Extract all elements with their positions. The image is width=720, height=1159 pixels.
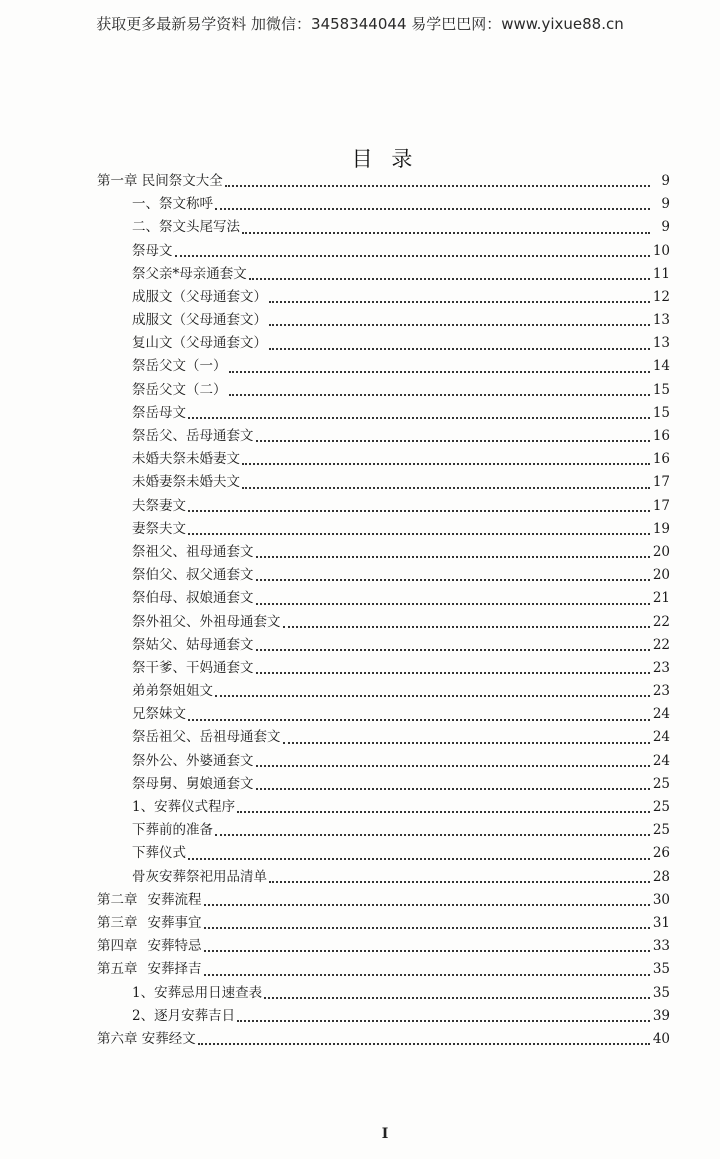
toc-entry-page: 15 [652,404,670,421]
toc-entry-label: 祭母舅、舅娘通套文 [132,775,254,792]
toc-entry-page: 22 [652,613,670,630]
toc-entry [97,866,670,889]
toc-entry-label: 祭姑父、姑母通套文 [132,636,254,653]
toc-entry-label: 下葬仪式 [132,845,186,862]
toc-leader-dots [237,1020,650,1022]
toc-entry-label: 骨灰安葬祭祀用品清单 [132,868,267,885]
toc-entry [97,356,670,379]
toc-leader-dots [269,881,650,883]
toc-leader-dots [256,672,651,674]
toc-entry-page: 24 [652,729,670,746]
toc-entry [97,982,670,1005]
toc-entry [97,634,670,657]
toc-leader-dots [198,1043,650,1045]
toc-entry-label: 祭干爹、干妈通套文 [132,659,254,676]
toc-entry-label: 成服文（父母通套文） [132,312,267,329]
toc-entry-label: 祭伯母、叔娘通套文 [132,590,254,607]
toc-entry [97,332,670,355]
toc-entry-page: 14 [652,358,670,375]
toc-entry [97,425,670,448]
toc-leader-dots [269,301,650,303]
toc-entry [97,471,670,494]
toc-entry-page: 12 [652,288,670,305]
header-banner: 获取更多最新易学资料 加微信：3458344044 易学巴巴网：www.yixue88.cn [96,15,624,33]
toc-leader-dots [188,858,650,860]
toc-entry-label: 1、安葬仪式程序 [132,799,236,816]
toc-entry-page: 25 [652,799,670,816]
toc-entry-page: 39 [652,1007,670,1024]
toc-entry-label: 1、安葬忌用日速查表 [132,984,263,1001]
toc-entry [97,402,670,425]
toc-leader-dots [269,324,650,326]
toc-entry-page: 10 [652,242,670,259]
toc-leader-dots [256,765,651,767]
toc-leader-dots [175,255,651,257]
table-of-contents [97,170,670,1051]
toc-leader-dots [242,463,650,465]
toc-entry-label: 未婚妻祭未婚夫文 [132,474,240,491]
toc-entry [97,750,670,773]
toc-leader-dots [215,208,650,210]
toc-entry-label: 一、祭文称呼 [132,196,213,213]
toc-entry [97,263,670,286]
toc-entry-label: 第二章 [97,891,138,908]
toc-entry-label: 祭外公、外婆通套文 [132,752,254,769]
toc-leader-dots [188,417,650,419]
toc-entry-page: 40 [652,1030,670,1047]
toc-entry [97,935,670,958]
toc-entry-label: 祭母文 [132,242,173,259]
toc-entry [97,448,670,471]
toc-leader-dots [188,719,650,721]
toc-entry [97,773,670,796]
toc-entry-page: 13 [652,335,670,352]
toc-leader-dots [256,556,651,558]
toc-leader-dots [204,927,651,929]
toc-entry-page: 23 [652,659,670,676]
toc-entry-label: 祭祖父、祖母通套文 [132,543,254,560]
toc-entry-page: 33 [652,938,670,955]
toc-leader-dots [256,603,651,605]
toc-entry-label: 妻祭夫文 [132,520,186,537]
toc-leader-dots [229,394,651,396]
toc-entry-page: 23 [652,683,670,700]
toc-entry-label: 弟弟祭姐姐文 [132,683,213,700]
toc-entry-label: 祭伯父、叔父通套文 [132,567,254,584]
toc-entry [97,193,670,216]
toc-entry-label: 第四章 [97,938,138,955]
toc-leader-dots [256,440,651,442]
toc-entry-label: 第五章 [97,961,138,978]
toc-entry-page: 35 [652,984,670,1001]
toc-entry-label: 未婚夫祭未婚妻文 [132,451,240,468]
toc-leader-dots [242,487,650,489]
toc-leader-dots [256,579,651,581]
toc-entry [97,727,670,750]
toc-leader-dots [215,834,650,836]
toc-entry-label: 祭父亲*母亲通套文 [132,265,247,282]
toc-leader-dots [242,232,650,234]
toc-entry-label: 祭岳父、岳母通套文 [132,428,254,445]
toc-entry-label: 祭岳祖父、岳祖母通套文 [132,729,281,746]
toc-entry-page: 24 [652,752,670,769]
toc-entry-page: 35 [652,961,670,978]
toc-entry-label: 祭岳父文（二） [132,381,227,398]
toc-entry-label: 第六章 安葬经文 [97,1030,196,1047]
toc-entry [97,309,670,332]
page-title: 目 录 [351,147,419,171]
toc-entry-label: 2、逐月安葬吉日 [132,1007,236,1024]
toc-leader-dots [188,533,650,535]
toc-entry-subtitle: 安葬流程 [147,891,202,908]
toc-entry [97,912,670,935]
toc-entry-label: 兄祭妹文 [132,706,186,723]
toc-entry-page: 19 [652,520,670,537]
toc-entry-label: 祭岳母文 [132,404,186,421]
toc-entry-page: 22 [652,636,670,653]
toc-entry [97,657,670,680]
toc-leader-dots [229,371,651,373]
toc-entry-page: 25 [652,822,670,839]
toc-leader-dots [204,904,651,906]
toc-leader-dots [188,510,650,512]
toc-entry-label: 第一章 民间祭文大全 [97,172,223,189]
toc-entry [97,796,670,819]
toc-entry-page: 21 [652,590,670,607]
toc-leader-dots [283,626,651,628]
toc-entry [97,216,670,239]
toc-entry-page: 24 [652,706,670,723]
toc-entry-label: 下葬前的准备 [132,822,213,839]
toc-leader-dots [256,649,651,651]
toc-entry [97,889,670,912]
toc-entry-page: 15 [652,381,670,398]
toc-leader-dots [249,278,650,280]
toc-entry-page: 9 [661,219,670,236]
toc-entry-page: 17 [652,497,670,514]
toc-entry-page: 20 [652,567,670,584]
toc-entry-page: 28 [652,868,670,885]
toc-entry-page: 16 [652,451,670,468]
toc-entry-page: 25 [652,775,670,792]
toc-entry-page: 20 [652,543,670,560]
toc-entry-page: 17 [652,474,670,491]
toc-entry-label: 二、祭文头尾写法 [132,219,240,236]
toc-leader-dots [237,811,650,813]
toc-entry-page: 13 [652,312,670,329]
page-number: I [381,1126,389,1142]
toc-leader-dots [215,695,650,697]
toc-entry [97,518,670,541]
toc-entry [97,1005,670,1028]
toc-entry-label: 祭外祖父、外祖母通套文 [132,613,281,630]
toc-leader-dots [204,974,651,976]
toc-entry [97,703,670,726]
toc-entry-page: 9 [661,196,670,213]
toc-entry [97,842,670,865]
toc-entry [97,379,670,402]
toc-entry-subtitle: 安葬事宜 [147,914,202,931]
toc-entry-page: 26 [652,845,670,862]
toc-entry-page: 9 [661,172,670,189]
toc-entry [97,170,670,193]
toc-entry [97,611,670,634]
toc-entry [97,819,670,842]
toc-entry-label: 成服文（父母通套文） [132,288,267,305]
toc-entry-page: 30 [652,891,670,908]
toc-entry [97,286,670,309]
toc-leader-dots [225,185,650,187]
toc-entry [97,1028,670,1051]
toc-entry [97,680,670,703]
toc-leader-dots [283,742,651,744]
toc-entry-label: 夫祭妻文 [132,497,186,514]
toc-entry-page: 11 [652,265,670,282]
toc-entry-label: 祭岳父文（一） [132,358,227,375]
toc-leader-dots [264,997,650,999]
toc-entry-subtitle: 安葬择吉 [147,961,202,978]
toc-entry [97,564,670,587]
toc-entry-label: 第三章 [97,914,138,931]
toc-entry [97,541,670,564]
toc-entry [97,958,670,981]
toc-leader-dots [269,348,650,350]
toc-leader-dots [204,950,651,952]
toc-entry-page: 16 [652,428,670,445]
toc-leader-dots [256,788,651,790]
toc-entry-subtitle: 安葬特忌 [147,938,202,955]
toc-entry-label: 复山文（父母通套文） [132,335,267,352]
toc-entry [97,587,670,610]
toc-entry [97,495,670,518]
toc-entry-page: 31 [652,914,670,931]
toc-entry [97,240,670,263]
